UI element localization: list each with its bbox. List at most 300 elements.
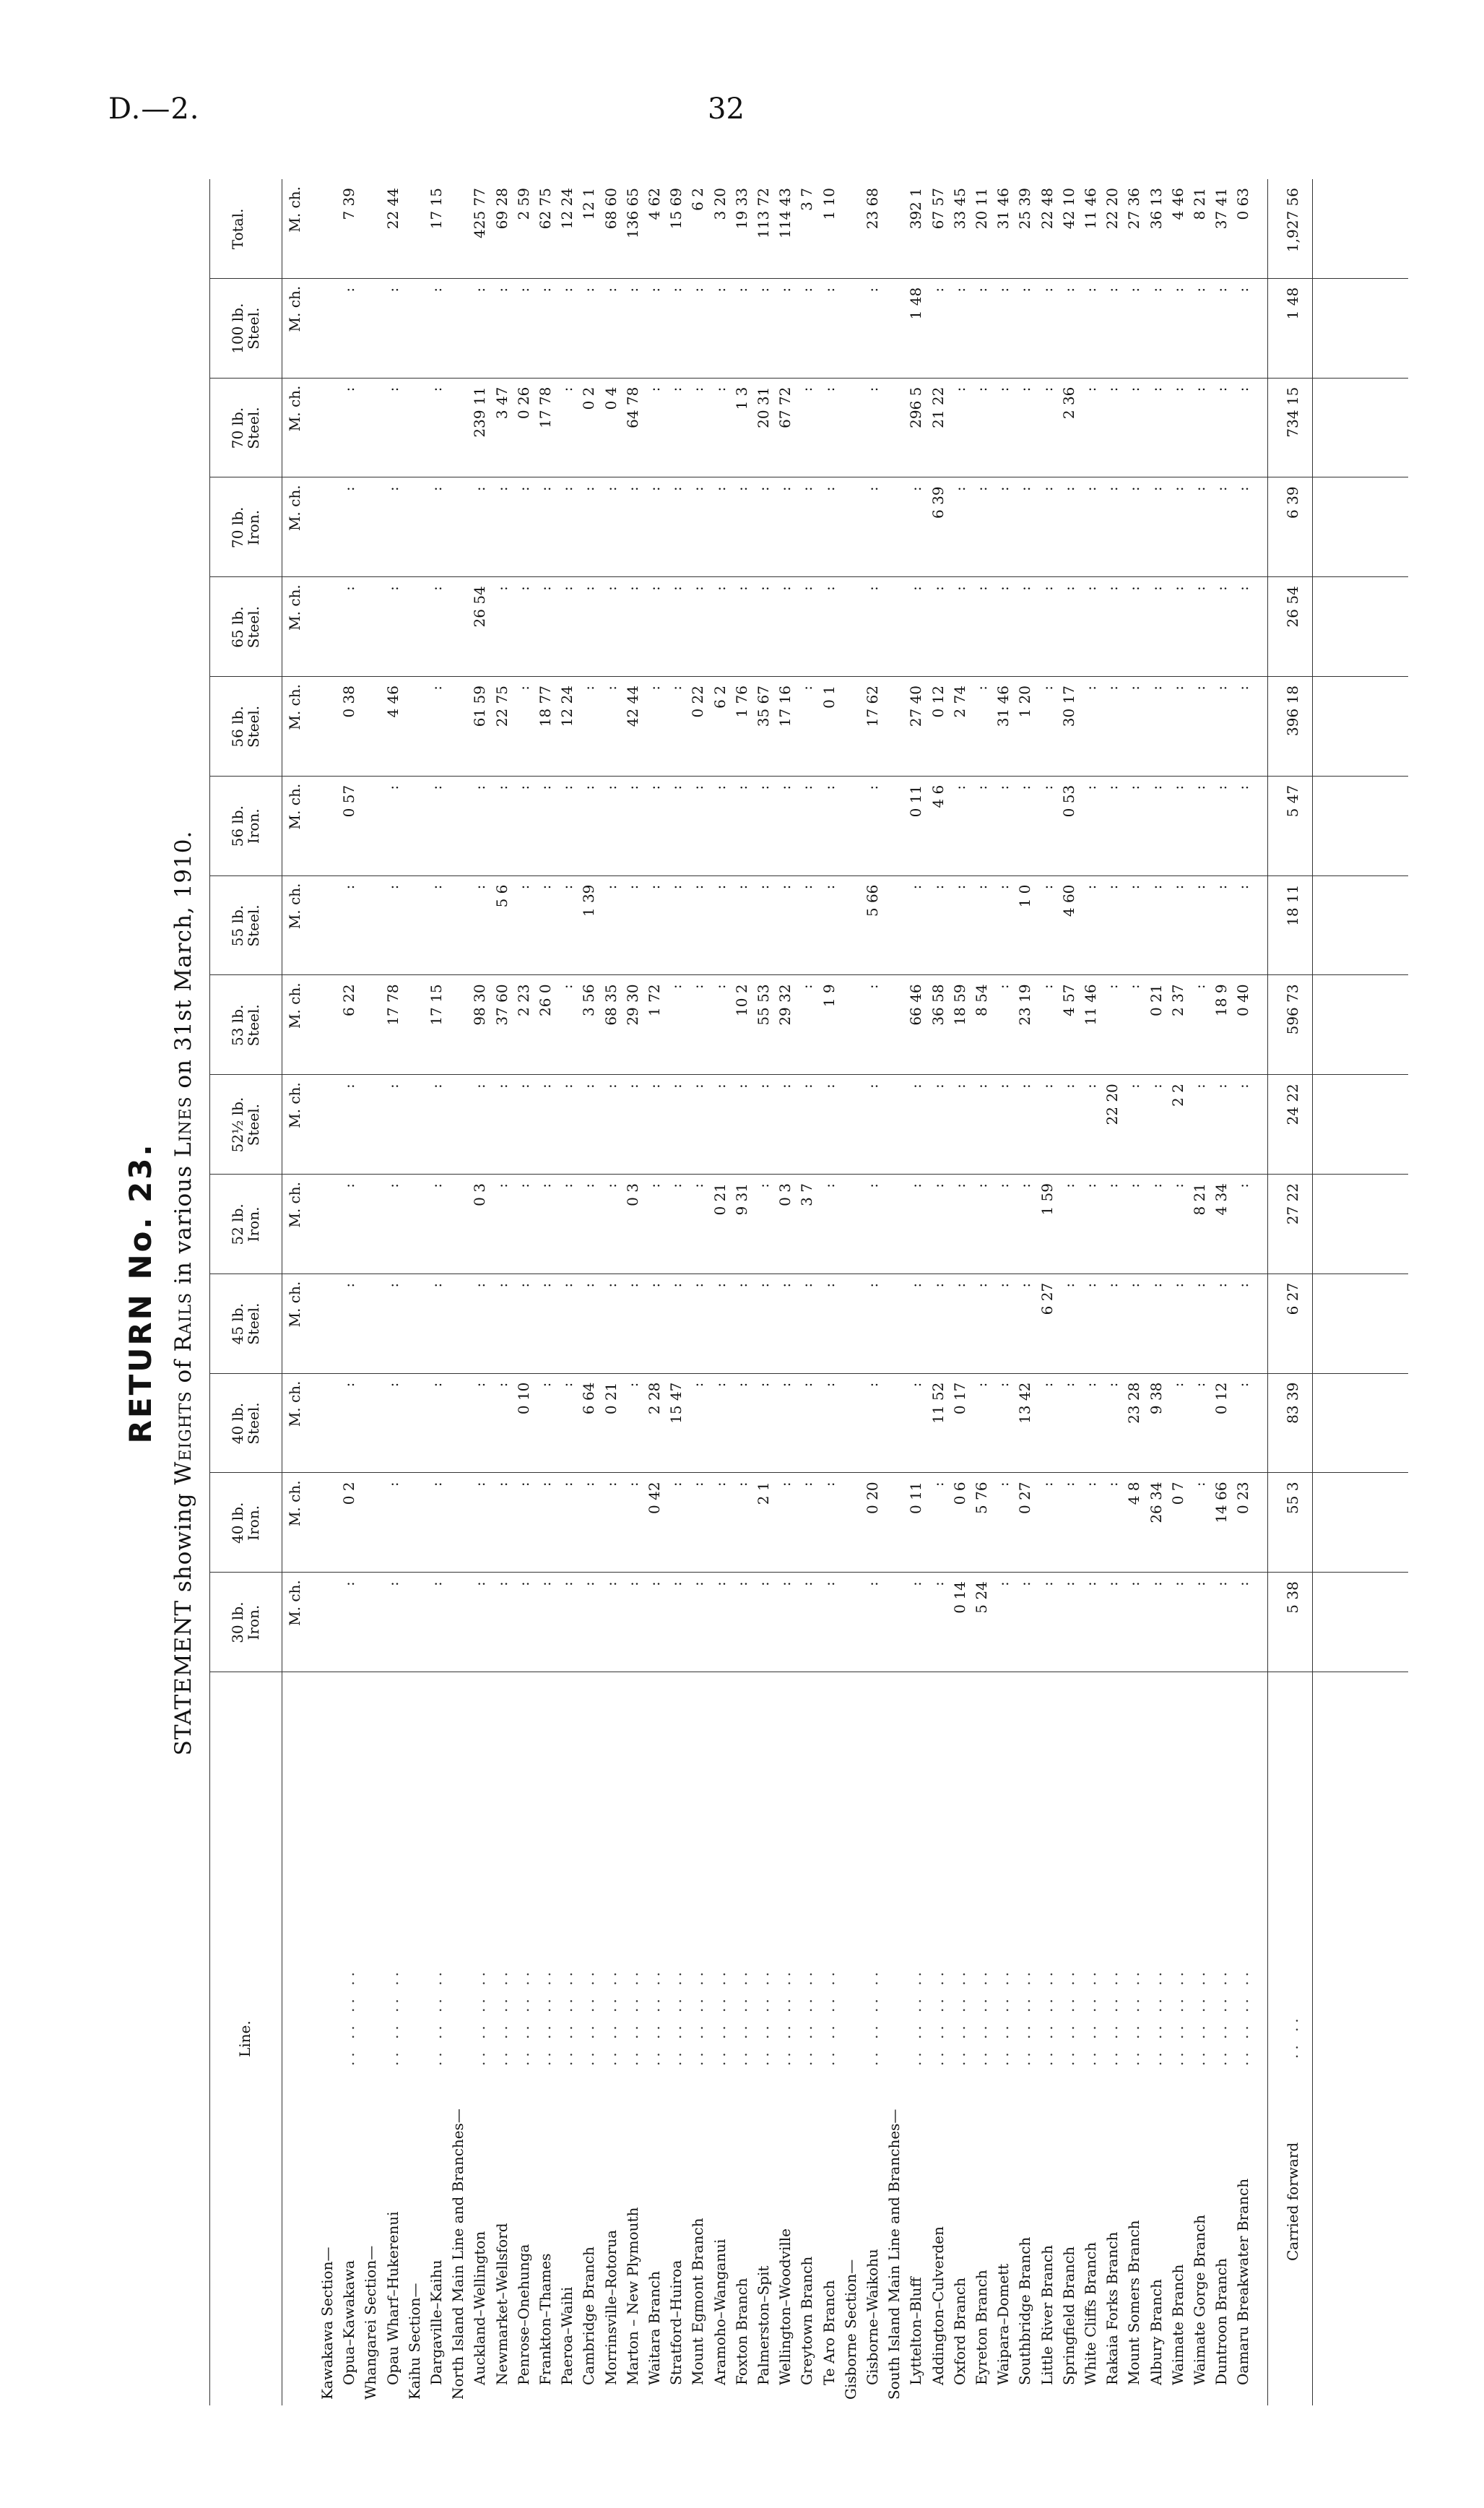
table-cell: : (537, 1282, 554, 1288)
table-cell: 11 52 (929, 1382, 947, 1424)
leader-dots: .. .. .. .. (929, 1968, 947, 2066)
table-cell: : (776, 1282, 794, 1288)
table-cell: : (732, 1482, 750, 1487)
leader-dots: .. .. .. .. (580, 1968, 598, 2066)
table-row (1189, 179, 1210, 2405)
table-cell: : (493, 1581, 511, 1586)
table-cell: 68 60 (602, 188, 620, 230)
table-row (1036, 179, 1058, 2405)
table-cell: : (1168, 784, 1186, 790)
column-header: 40 lb. Iron. (229, 1502, 262, 1544)
table-cell: : (732, 586, 750, 591)
table-cell: : (1125, 884, 1143, 890)
table-cell: : (1191, 486, 1208, 492)
line-name: South Island Main Line and Branches— (885, 2109, 903, 2400)
line-name: Addington–Culverden (929, 2226, 947, 2385)
table-cell: 1 76 (732, 686, 750, 718)
table-cell: : (471, 1282, 489, 1288)
table-cell: : (994, 1282, 1012, 1288)
table-cell: : (428, 1282, 445, 1288)
table-cell: : (776, 1581, 794, 1586)
table-cell: : (383, 784, 402, 790)
leader-dots: .. .. .. .. (776, 1968, 794, 2066)
leader-dots: .. .. .. .. (1038, 1968, 1056, 2066)
table-cell: : (1212, 686, 1231, 691)
unit-label: M. ch. (286, 982, 303, 1029)
unit-label: M. ch. (286, 1082, 303, 1128)
table-row (1014, 179, 1036, 2405)
table-cell: 3 47 (493, 386, 511, 420)
table-row (796, 179, 817, 2405)
column-header: 70 lb. Steel. (229, 407, 262, 449)
table-cell: 296 5 (907, 386, 925, 428)
table-cell: : (950, 287, 968, 293)
table-cell: : (1147, 486, 1165, 492)
table-cell: : (667, 1183, 685, 1188)
table-cell: : (340, 1382, 358, 1388)
table-cell: : (798, 287, 816, 293)
unit-label: M. ch. (286, 186, 303, 233)
table-cell: : (340, 486, 358, 492)
table-cell: : (711, 1382, 729, 1388)
table-cell: : (514, 784, 532, 790)
table-cell: : (755, 486, 772, 492)
table-cell: 392 1 (907, 188, 925, 230)
table-cell: 1 48 (907, 287, 925, 320)
table-cell: 1 0 (1016, 884, 1034, 908)
table-cell: 1 9 (820, 984, 838, 1008)
table-cell: : (558, 1482, 576, 1487)
table-cell: : (558, 1084, 576, 1089)
unit-label: M. ch. (286, 485, 303, 532)
table-cell: : (646, 586, 663, 591)
table-cell: : (340, 1084, 358, 1089)
table-cell: : (994, 586, 1012, 591)
table-cell: 31 46 (994, 188, 1012, 230)
table-cell: : (820, 386, 838, 392)
table-cell: 0 21 (711, 1183, 729, 1216)
table-row (752, 179, 774, 2405)
line-name: Waitara Branch (646, 2270, 663, 2385)
table-cell: : (340, 1581, 358, 1586)
table-cell: 136 65 (623, 188, 641, 238)
carried-forward-cell: 6 27 (1283, 1282, 1301, 1315)
table-cell: : (776, 1084, 794, 1089)
table-cell: : (1191, 1282, 1208, 1288)
table-cell: 15 69 (667, 188, 685, 230)
line-name: Opau Wharf–Hukerenui (383, 2211, 402, 2385)
table-cell: : (1059, 287, 1077, 293)
table-cell: : (1016, 586, 1034, 591)
leader-dots: .. .. .. .. (558, 1968, 576, 2066)
table-cell: : (1147, 386, 1165, 392)
table-cell: 22 44 (383, 188, 402, 230)
table-cell: : (950, 1084, 968, 1089)
table-cell: : (1038, 686, 1056, 691)
table-cell: : (907, 1282, 925, 1288)
table-cell: : (798, 386, 816, 392)
table-cell: : (1103, 784, 1121, 790)
table-cell: 26 0 (537, 984, 554, 1016)
table-cell: : (689, 586, 707, 591)
carried-forward-cell: 26 54 (1283, 586, 1301, 628)
rails-table (209, 179, 1408, 2405)
table-cell: : (1082, 586, 1099, 591)
table-cell: : (1125, 1581, 1143, 1586)
table-cell: : (1082, 486, 1099, 492)
table-cell: 20 11 (973, 188, 990, 230)
table-cell: 10 2 (732, 984, 750, 1016)
table-cell: : (1147, 287, 1165, 293)
line-name: Southbridge Branch (1016, 2236, 1034, 2385)
table-cell: : (1082, 686, 1099, 691)
table-cell: : (646, 1084, 663, 1089)
table-cell: : (732, 287, 750, 293)
table-cell: : (1234, 1382, 1252, 1388)
table-cell: : (558, 784, 576, 790)
table-cell: : (776, 486, 794, 492)
table-cell: : (798, 984, 816, 990)
table-cell: : (1059, 1581, 1077, 1586)
table-cell: : (732, 1382, 750, 1388)
table-cell: : (950, 784, 968, 790)
table-cell: : (646, 686, 663, 691)
line-name: Greytown Branch (798, 2256, 816, 2385)
table-cell: : (1016, 1183, 1034, 1188)
table-cell: : (994, 1084, 1012, 1089)
table-cell: : (580, 1183, 598, 1188)
table-cell: 0 26 (514, 386, 532, 420)
table-row (774, 179, 796, 2405)
table-cell: : (689, 386, 707, 392)
table-cell: 4 8 (1125, 1482, 1143, 1505)
line-name: Waimate Gorge Branch (1191, 2215, 1208, 2385)
table-cell: : (929, 1482, 947, 1487)
unit-label: M. ch. (286, 783, 303, 830)
table-cell: 0 10 (514, 1382, 532, 1415)
table-cell: 23 19 (1016, 984, 1034, 1026)
table-cell: : (646, 784, 663, 790)
table-row (927, 179, 949, 2405)
table-cell: : (689, 1084, 707, 1089)
column-header: 45 lb. Steel. (229, 1302, 262, 1345)
table-cell: : (537, 1084, 554, 1089)
table-cell: : (1191, 586, 1208, 591)
table-cell: : (493, 287, 511, 293)
table-cell: 14 66 (1212, 1482, 1231, 1523)
table-cell: : (428, 586, 445, 591)
table-row (338, 179, 360, 2405)
table-cell: : (1103, 586, 1121, 591)
table-cell: : (580, 486, 598, 492)
table-row (447, 179, 469, 2405)
table-cell: : (514, 686, 532, 691)
table-cell: 6 39 (929, 486, 947, 519)
table-cell: : (907, 1581, 925, 1586)
table-cell: : (973, 784, 990, 790)
table-cell: : (907, 586, 925, 591)
table-cell: : (493, 586, 511, 591)
leader-dots: .. .. .. .. (864, 1968, 881, 2066)
table-cell: 12 1 (580, 188, 598, 220)
table-cell: 42 10 (1059, 188, 1077, 230)
line-name: Oamaru Breakwater Branch (1234, 2178, 1252, 2385)
table-cell: : (383, 1581, 402, 1586)
table-cell: : (864, 1382, 881, 1388)
leader-dots: .. .. .. .. (1168, 1968, 1186, 2066)
table-cell: : (428, 287, 445, 293)
table-cell: : (907, 486, 925, 492)
table-cell: 5 24 (973, 1581, 990, 1614)
unit-label: M. ch. (286, 1182, 303, 1228)
table-cell: : (602, 586, 620, 591)
table-cell: : (428, 884, 445, 890)
table-cell: 114 43 (776, 188, 794, 238)
table-cell: : (340, 287, 358, 293)
table-cell: : (994, 1482, 1012, 1487)
table-cell: : (732, 486, 750, 492)
table-cell: 4 34 (1212, 1183, 1231, 1216)
table-cell: 4 46 (383, 686, 402, 718)
leader-dots: .. .. .. .. (471, 1968, 489, 2066)
table-cell: : (1212, 1084, 1231, 1089)
table-cell: 0 4 (602, 386, 620, 410)
table-cell: : (1212, 784, 1231, 790)
leader-dots: .. .. (1283, 2014, 1301, 2059)
table-cell: 17 78 (537, 386, 554, 428)
table-cell: : (428, 1382, 445, 1388)
table-row (1123, 179, 1145, 2405)
table-cell: 25 39 (1016, 188, 1034, 230)
table-cell: : (1103, 884, 1121, 890)
table-cell: : (558, 386, 576, 392)
table-cell: 0 20 (864, 1482, 881, 1514)
table-cell: 4 60 (1059, 884, 1077, 917)
line-name: Auckland–Wellington (471, 2231, 489, 2385)
table-cell: : (798, 1581, 816, 1586)
table-cell: : (580, 586, 598, 591)
leader-dots: .. .. .. .. (623, 1968, 641, 2066)
line-name: Mount Egmont Branch (689, 2218, 707, 2385)
table-cell: : (689, 1581, 707, 1586)
table-cell: : (1212, 884, 1231, 890)
table-cell: : (1168, 1382, 1186, 1388)
table-cell: : (537, 784, 554, 790)
table-cell: : (798, 586, 816, 591)
table-cell: : (1038, 287, 1056, 293)
table-cell: : (667, 586, 685, 591)
table-cell: : (994, 1382, 1012, 1388)
table-cell: : (646, 386, 663, 392)
table-cell: : (1147, 1183, 1165, 1188)
table-row (622, 179, 643, 2405)
table-cell: : (1191, 884, 1208, 890)
table-cell: 67 57 (929, 188, 947, 230)
table-cell: 12 24 (558, 686, 576, 727)
carried-forward-cell: 396 18 (1283, 686, 1301, 736)
table-cell: : (1234, 686, 1252, 691)
table-cell: : (514, 1084, 532, 1089)
table-cell: : (820, 1282, 838, 1288)
table-cell: : (580, 1084, 598, 1089)
table-cell: : (776, 1382, 794, 1388)
table-row (687, 179, 708, 2405)
table-cell: : (1125, 984, 1143, 990)
table-cell: 0 2 (340, 1482, 358, 1505)
table-cell: : (667, 1282, 685, 1288)
table-row (665, 179, 687, 2405)
table-cell: : (1168, 1183, 1186, 1188)
table-cell: : (1125, 784, 1143, 790)
carried-forward-cell: 24 22 (1283, 1084, 1301, 1125)
table-cell: : (929, 884, 947, 890)
table-cell: : (973, 1282, 990, 1288)
table-row (600, 179, 622, 2405)
table-cell: : (667, 386, 685, 392)
table-cell: : (623, 486, 641, 492)
table-cell: : (558, 884, 576, 890)
table-cell: : (711, 1581, 729, 1586)
table-cell: : (1038, 784, 1056, 790)
table-cell: : (689, 784, 707, 790)
table-cell: : (580, 1482, 598, 1487)
table-cell: : (340, 1282, 358, 1288)
table-cell: 23 68 (864, 188, 881, 230)
table-cell: 0 40 (1234, 984, 1252, 1016)
leader-dots: .. .. .. .. (1103, 1968, 1121, 2066)
table-cell: : (820, 1482, 838, 1487)
table-cell: 36 58 (929, 984, 947, 1026)
table-cell: 9 31 (732, 1183, 750, 1216)
unit-label: M. ch. (286, 1281, 303, 1328)
table-cell: 5 6 (493, 884, 511, 908)
table-cell: 3 20 (711, 188, 729, 220)
table-cell: 22 48 (1038, 188, 1056, 230)
table-cell: : (1147, 686, 1165, 691)
table-cell: : (994, 287, 1012, 293)
table-cell: : (755, 1183, 772, 1188)
table-cell: : (514, 486, 532, 492)
table-cell: 22 75 (493, 686, 511, 727)
table-cell: 0 57 (340, 784, 358, 818)
table-cell: : (973, 1382, 990, 1388)
table-cell: : (973, 287, 990, 293)
table-cell: : (623, 586, 641, 591)
table-cell: : (1038, 586, 1056, 591)
table-cell: : (950, 1183, 968, 1188)
table-cell: 4 46 (1168, 188, 1186, 220)
table-cell: : (383, 1482, 402, 1487)
table-cell: : (471, 486, 489, 492)
table-cell: : (1147, 1084, 1165, 1089)
carried-forward-cell: 55 3 (1283, 1482, 1301, 1514)
table-cell: : (428, 784, 445, 790)
column-header: 52½ lb. Steel. (229, 1097, 262, 1153)
subtitle-part: Rails (170, 1292, 196, 1352)
table-cell: : (602, 1482, 620, 1487)
table-cell: : (667, 1084, 685, 1089)
table-row (992, 179, 1014, 2405)
table-cell: 0 12 (1212, 1382, 1231, 1415)
leader-dots: .. .. .. .. (514, 1968, 532, 2066)
table-cell: : (1212, 287, 1231, 293)
table-cell: : (558, 1183, 576, 1188)
leader-dots: .. .. .. .. (1082, 1968, 1099, 2066)
leader-dots: .. .. .. .. (667, 1968, 685, 2066)
table-cell: : (907, 1084, 925, 1089)
table-cell: : (1191, 1382, 1208, 1388)
table-cell: : (929, 586, 947, 591)
table-cell: : (493, 784, 511, 790)
table-cell: 18 59 (950, 984, 968, 1026)
table-cell: : (1125, 486, 1143, 492)
leader-dots: .. .. .. .. (798, 1968, 816, 2066)
table-cell: : (667, 784, 685, 790)
table-cell: : (864, 386, 881, 392)
table-cell: : (864, 784, 881, 790)
leader-dots: .. .. .. .. (689, 1968, 707, 2066)
table-cell: : (514, 1282, 532, 1288)
table-cell: : (732, 884, 750, 890)
table-cell: 2 36 (1059, 386, 1077, 420)
table-cell: : (798, 1282, 816, 1288)
table-cell: 21 22 (929, 386, 947, 428)
table-cell: : (471, 1482, 489, 1487)
table-row (905, 179, 927, 2405)
table-cell: : (1125, 1282, 1143, 1288)
table-cell: 2 74 (950, 686, 968, 718)
table-cell: : (864, 1282, 881, 1288)
table-cell: : (755, 1282, 772, 1288)
line-name: Dargaville–Kaihu (428, 2260, 445, 2385)
table-cell: : (820, 1581, 838, 1586)
carried-forward-cell: 596 73 (1283, 984, 1301, 1035)
table-cell: 13 42 (1016, 1382, 1034, 1424)
table-row (1232, 179, 1254, 2405)
table-cell: 26 54 (471, 586, 489, 628)
table-cell: 35 67 (755, 686, 772, 727)
table-cell: : (950, 486, 968, 492)
carried-forward-row (1282, 179, 1303, 2405)
table-cell: 6 2 (689, 188, 707, 211)
table-cell: : (864, 486, 881, 492)
table-cell: : (471, 1084, 489, 1089)
table-cell: : (820, 586, 838, 591)
line-name: Albury Branch (1147, 2279, 1165, 2385)
table-cell: 4 62 (646, 188, 663, 220)
table-cell: : (558, 486, 576, 492)
table-cell: : (820, 784, 838, 790)
table-cell: : (493, 1084, 511, 1089)
table-cell: : (820, 884, 838, 890)
table-cell: : (864, 1581, 881, 1586)
table-cell: : (667, 884, 685, 890)
table-cell: : (383, 586, 402, 591)
table-cell: 31 46 (994, 686, 1012, 727)
table-cell: 1 3 (732, 386, 750, 410)
table-cell: 26 34 (1147, 1482, 1165, 1523)
table-cell: : (929, 1084, 947, 1089)
table-cell: 0 17 (950, 1382, 968, 1415)
table-cell: : (689, 1482, 707, 1487)
table-cell: : (1212, 1581, 1231, 1586)
table-cell: : (471, 784, 489, 790)
table-cell: : (776, 1482, 794, 1487)
table-cell: : (537, 1183, 554, 1188)
table-cell: : (732, 784, 750, 790)
line-name: Foxton Branch (732, 2278, 750, 2385)
table-row (1210, 179, 1232, 2405)
